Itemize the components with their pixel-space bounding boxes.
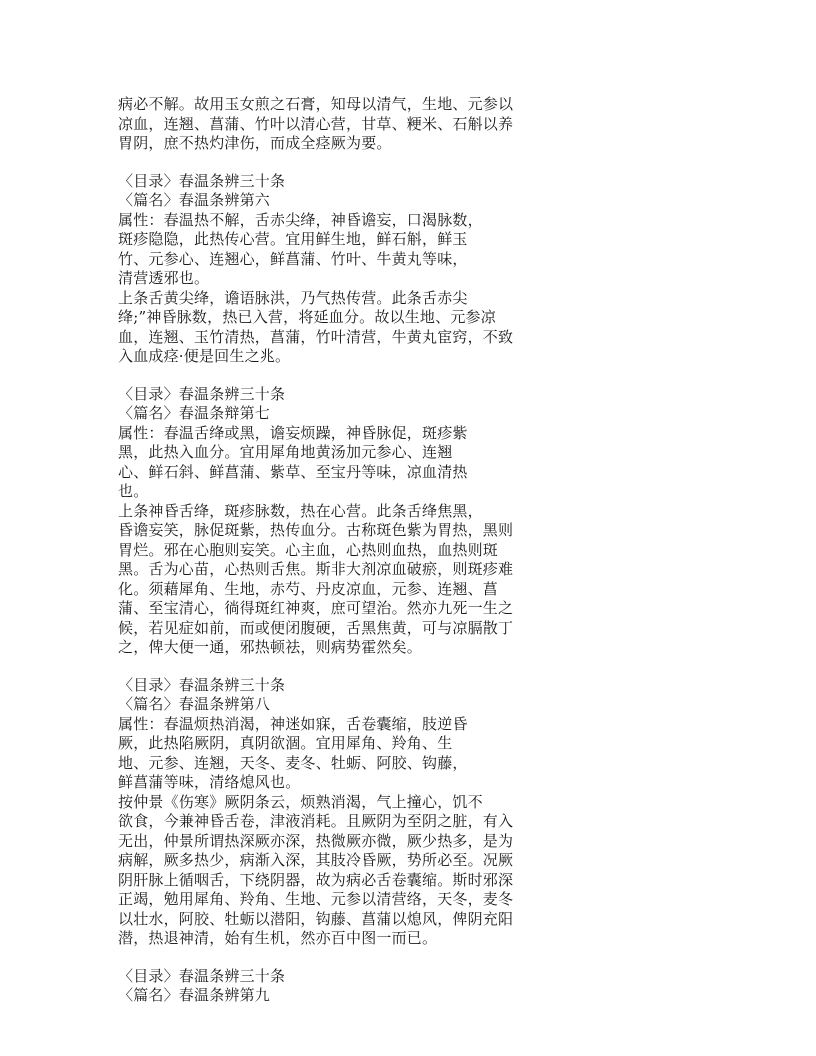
text-line: 按仲景《伤寒》厥阴条云，烦熟消渴，气上撞心，饥不: [118, 792, 483, 811]
text-line: 之，俾大便一通，邪热顿祛，则病势霍然矣。: [118, 638, 423, 656]
text-line: 无出，仲景所谓热深厥亦深，热微厥亦微，厥少热多，是为: [118, 831, 514, 850]
text-line: 属性：春温烦热消渴，神迷如寐，舌卷囊缩，肢逆昏: [118, 714, 468, 733]
text-line: 〈目录〉春温条辨三十条: [118, 171, 286, 190]
text-line: 〈篇名〉春温条辩第七: [118, 404, 271, 422]
text-line: 候，若见症如前，而或便闭腹硬，舌黑焦黄，可与凉膈散丁: [118, 618, 514, 637]
text-line: 〈篇名〉春温条辨第八: [118, 695, 271, 713]
text-line: 化。须藉犀角、生地，赤芍、丹皮凉血，元参、连翘、菖: [118, 579, 499, 598]
text-line: 绛;”神昏脉数，热已入营，将延血分。故以生地、元参凉: [118, 308, 496, 326]
text-line: 病解，厥多热少，病渐入深，其肢冷昏厥，势所必至。况厥: [118, 851, 514, 869]
paragraph: [118, 171, 514, 367]
paragraph: [118, 95, 514, 154]
text-line: 胃烂。邪在心胞则妄笑。心主血，心热则血热，血热则斑: [118, 540, 499, 559]
text-line: 厥，此热陷厥阴，真阴欲涸。宜用犀角、羚角、生: [118, 734, 453, 752]
document-body: [118, 95, 514, 1024]
text-line: 〈目录〉春温条辨三十条: [118, 966, 286, 985]
text-line: 病必不解。故用玉女煎之石膏，知母以清气，生地、元参以: [118, 95, 514, 113]
text-line: 蒲、至宝清心，徜得斑红神爽，庶可望治。然亦九死一生之: [118, 599, 514, 617]
text-line: 〈篇名〉春温条辨第六: [118, 191, 271, 209]
text-line: 上条舌黄尖绛，谵语脉洪，乃气热传营。此条舌赤尖: [118, 288, 468, 307]
text-line: 上条神昏舌绛，斑疹脉数，热在心营。此条舌绛焦黑，: [118, 501, 483, 520]
text-line: 阴肝脉上循咽舌，下绕阴器，故为病必舌卷囊缩。斯时邪深: [118, 870, 514, 889]
text-line: 心、鲜石斜、鲜菖蒲、紫草、至宝丹等味，凉血清热: [118, 462, 468, 481]
text-line: 斑疹隐隐，此热传心营。宜用鲜生地，鲜石斛，鲜玉: [118, 230, 468, 248]
text-line: 血，连翘、玉竹清热，菖蒲，竹叶清营，牛黄丸宦窍，不致: [118, 327, 514, 346]
paragraph: [118, 967, 498, 1006]
text-line: 以壮水，阿胶、牡蛎以潜阳，钩藤、菖蒲以熄风，俾阴充阳: [118, 909, 514, 928]
text-line: 入血成痉·便是回生之兆。: [118, 347, 291, 365]
text-line: 胃阴，庶不热灼津伤，而成全痉厥为要。: [118, 134, 392, 152]
text-line: 也。: [118, 482, 149, 500]
text-line: 潜，热退神清，始有生机，然亦百中图一而已。: [118, 929, 438, 947]
text-line: 正竭，勉用犀角、羚角、生地、元参以清营络，天冬，麦冬: [118, 890, 514, 908]
text-line: 〈目录〉春温条辨三十条: [118, 675, 286, 694]
text-line: 昏谵妄笑，脉促斑紫，热传血分。古称斑色紫为胃热，黑则: [118, 521, 514, 539]
text-line: 鲜菖蒲等味，清络熄风也。: [118, 773, 301, 791]
text-line: 属性：春温舌绛或黑，谵妄烦躁，神昏脉促，斑疹紫: [118, 423, 468, 442]
paragraph: [118, 675, 514, 949]
text-line: 地、元参、连翘，天冬、麦冬、牡蛎、阿胶、钩藤，: [118, 753, 468, 772]
paragraph: [118, 384, 514, 658]
text-line: 凉血，连翘、菖蒲、竹叶以清心营，甘草、粳米、石斛以养: [118, 114, 514, 133]
text-line: 黑，此热入血分。宜用犀角地黄汤加元参心、连翘: [118, 443, 453, 461]
text-line: 〈篇名〉春温条辨第九: [118, 986, 271, 1004]
text-line: 属性：春温热不解，舌赤尖绛，神昏谵妄，口渴脉数，: [118, 210, 483, 229]
text-line: 清营透邪也。: [118, 269, 210, 287]
text-line: 竹、元参心、连翘心，鲜菖蒲、竹叶、牛黄丸等味，: [118, 249, 468, 268]
text-line: 〈目录〉春温条辨三十条: [118, 384, 286, 403]
text-line: 黑。舌为心苗，心热则舌焦。斯非大剂凉血破瘀，则斑疹难: [118, 560, 514, 578]
text-line: 欲食，今兼神昏舌卷，津液消耗。且厥阴为至阴之脏，有入: [118, 812, 514, 830]
